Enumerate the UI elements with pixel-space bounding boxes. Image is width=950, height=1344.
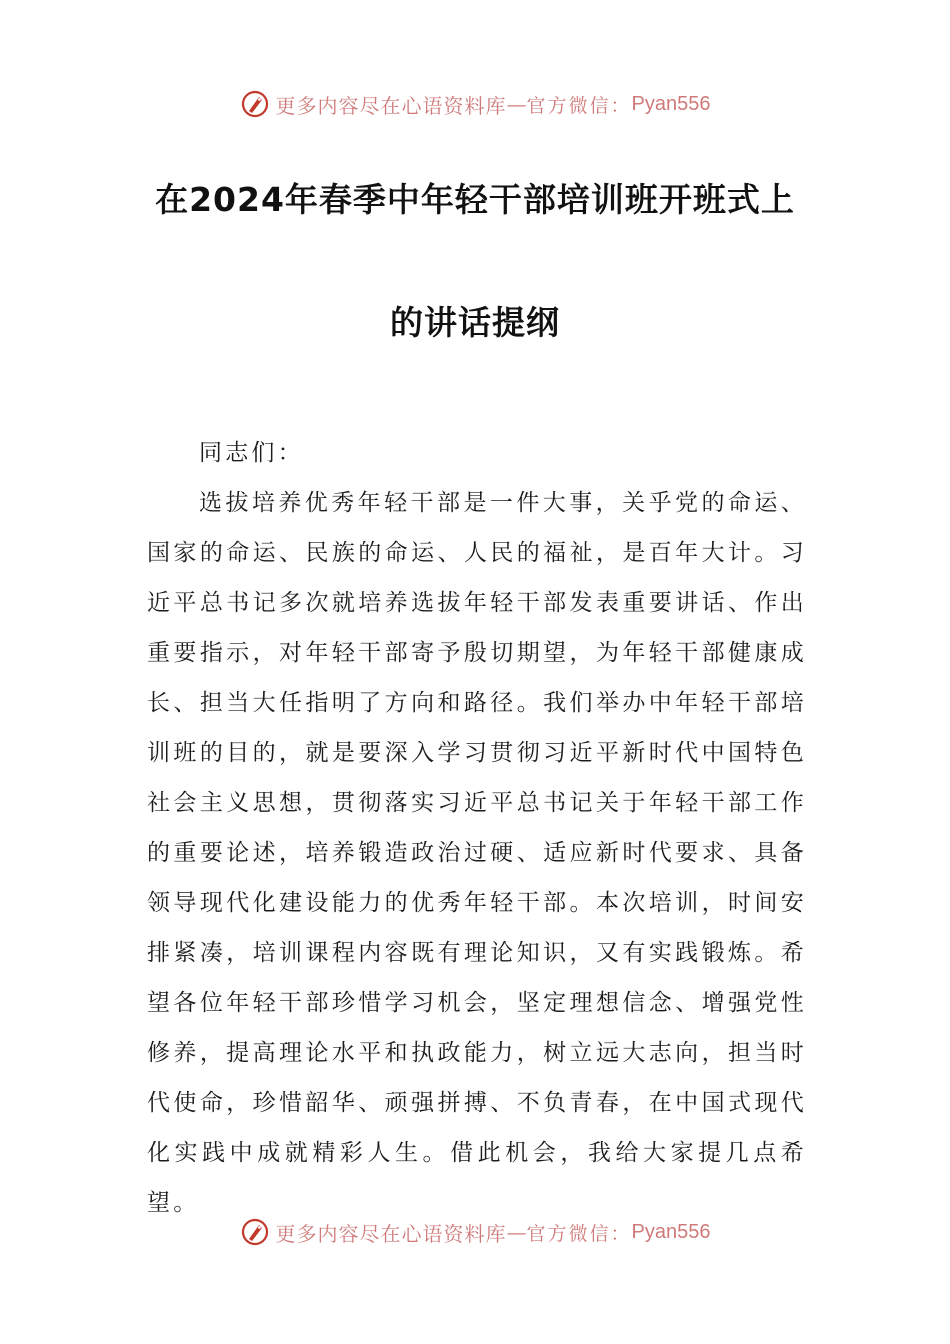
document-title-line-1: 在2024年春季中年轻干部培训班开班式上 xyxy=(155,180,795,219)
header-watermark xyxy=(0,84,950,124)
body-paragraph: 选拔培养优秀年轻干部是一件大事，关乎党的命运、国家的命运、民族的命运、人民的福祉，是百年大计。习近平总书记多次就培养选拔年轻干部发表重要讲话、作出重要指示，对年轻干部寄予殷切期望，为年轻干部健康成长、担当大任指明了方向和路径。我们举办中年轻干部培训班的目的，就是要深入学习贯彻习近平新时代中国特色社会主义思想，贯彻落实习近平总书记关于年轻干部工作的重要论述，培养锻造政治过硬、适应新时代要求、具备领导现代化建设能力的优秀年轻干部。本次培训，时间安排紧凑，培训课程内容既有理论知识，又有实践锻炼。希望各位年轻干部珍惜学习机会，坚定理想信念、增强党性修养，提高理论水平和执政能力，树立远大志向，担当时代使命，珍惜韶华、顽强拼搏、不负青春，在中国式现代化实践中成就精彩人生。借此机会，我给大家提几点希望。 xyxy=(147,490,807,1216)
pen-nib-logo-icon xyxy=(240,89,270,119)
document-body xyxy=(147,428,807,1228)
pen-nib-logo-icon xyxy=(240,1217,270,1247)
greeting: 同志们： xyxy=(199,440,304,466)
watermark-label: 官方微信： xyxy=(526,94,632,117)
watermark-text: 更多内容尽在心语资料库 xyxy=(275,93,507,118)
watermark-separator: — xyxy=(506,1220,527,1244)
footer-watermark xyxy=(0,1212,950,1252)
watermark-wechat-id: Pyan556 xyxy=(631,1220,711,1243)
watermark-label: 官方微信： xyxy=(526,1222,632,1245)
watermark-wechat-id: Pyan556 xyxy=(631,92,711,115)
watermark-text: 更多内容尽在心语资料库 xyxy=(275,1221,507,1246)
document-title-line-2: 的讲话提纲 xyxy=(390,303,560,342)
watermark-separator: — xyxy=(506,92,527,116)
